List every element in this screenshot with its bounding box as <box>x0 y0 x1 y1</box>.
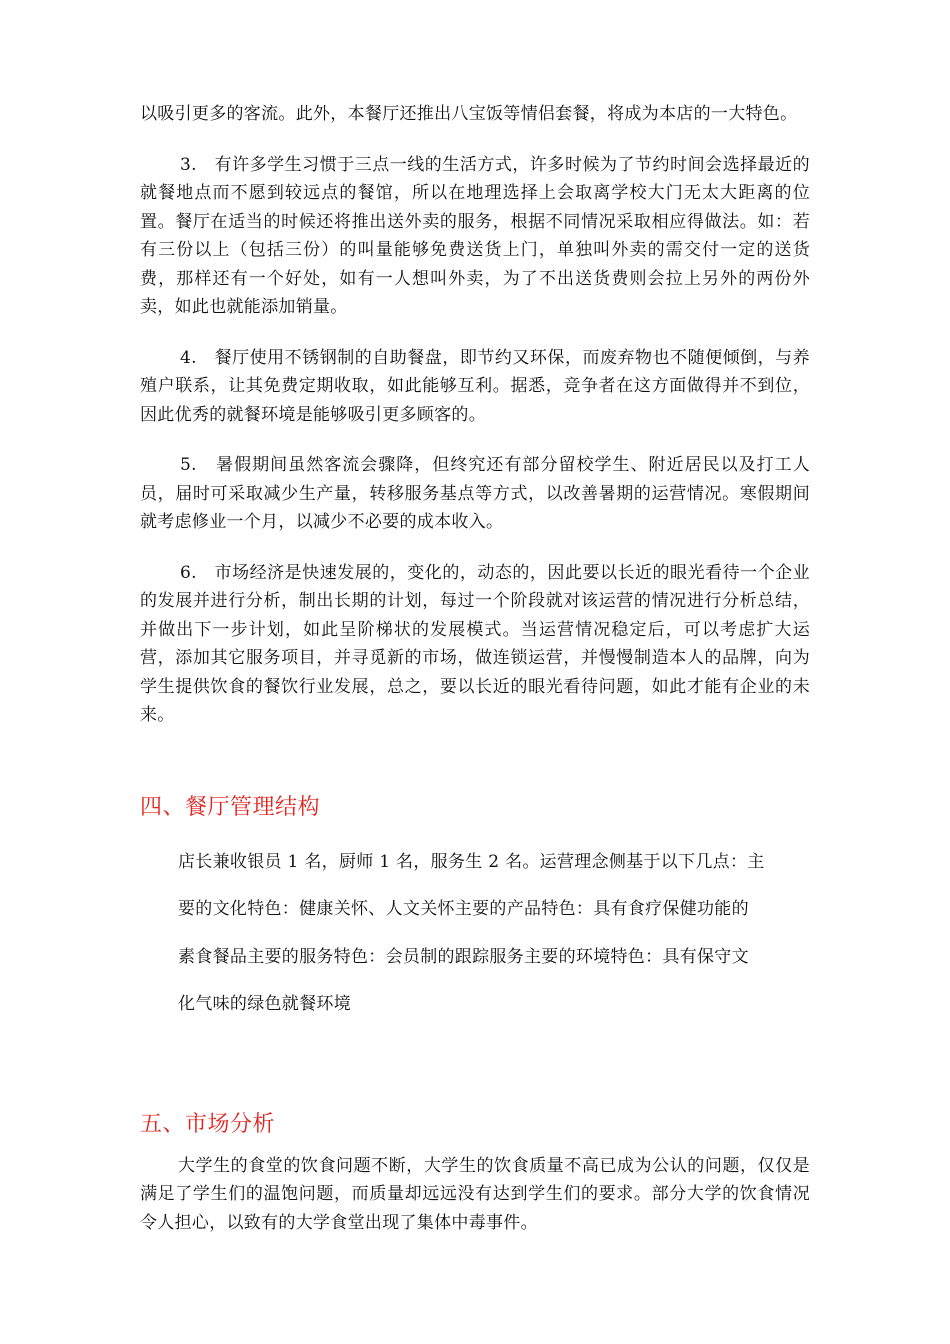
paragraph-3-number: 3. <box>180 154 197 175</box>
paragraph-3-text: 有许多学生习惯于三点一线的生活方式，许多时候为了节约时间会选择最近的就餐地点而不愿到较远点的餐馆，所以在地理选择上会取离学校大门无太大距离的位置。餐厅在适当的时候还将推出送外卖的服务，根据不同情况采取相应得做法。如：若有三份以上（包括三份）的叫量能够免费送货上门，单独叫外卖的需交付一定的送货费，那样还有一个好处，如有一人想叫外卖，为了不出送货费则会拉上另外的两份外卖，如此也就能添加销量。 <box>140 154 810 317</box>
document-page <box>140 100 810 1237</box>
paragraph-4-text: 餐厅使用不锈钢制的自助餐盘，即节约又环保，而废弃物也不随便倾倒，与养殖户联系，让其免费定期收取，如此能够互利。据悉，竞争者在这方面做得并不到位，因此优秀的就餐环境是能够吸引更多顾客的。 <box>140 347 810 425</box>
structure-line: 要的文化特色：健康关怀、人文关怀主要的产品特色：具有食疗保健功能的 <box>178 899 749 919</box>
paragraph-5 <box>140 451 810 537</box>
paragraph-4 <box>140 344 810 430</box>
section-5-heading: 五、市场分析 <box>140 1111 276 1137</box>
structure-line: 素食餐品主要的服务特色：会员制的跟踪服务主要的环境特色：具有保守文 <box>178 946 749 967</box>
section-4-heading: 四、餐厅管理结构 <box>140 794 321 820</box>
paragraph-4-number: 4. <box>180 347 197 368</box>
paragraph-3 <box>140 151 810 322</box>
paragraph-continuation: 以吸引更多的客流。此外，本餐厅还推出八宝饭等情侣套餐，将成为本店的一大特色。 <box>140 104 798 124</box>
paragraph-6-number: 6. <box>180 562 197 583</box>
paragraph-6-text: 市场经济是快速发展的，变化的，动态的，因此要以长近的眼光看待一个企业的发展并进行分析，制出长期的计划，每过一个阶段就对该运营的情况进行分析总结，并做出下一步计划，如此呈阶梯状的发展模式。当运营情况稳定后，可以考虑扩大运营，添加其它服务项目，并寻觅新的市场，做连锁运营，并慢慢制造本人的品牌，向为学生提供饮食的餐饮行业发展，总之，要以长近的眼光看待问题，如此才能有企业的未来。 <box>140 562 810 725</box>
market-analysis-paragraph: 大学生的食堂的饮食问题不断，大学生的饮食质量不高已成为公认的问题，仅仅是满足了学生们的温饱问题，而质量却远远没有达到学生们的要求。部分大学的饮食情况令人担心，以致有的大学食堂出现了集体中毒事件。 <box>140 1155 810 1233</box>
management-structure <box>140 839 810 1029</box>
structure-line: 店长兼收银员 1 名，厨师 1 名，服务生 2 名。运营理念侧基于以下几点：主 <box>178 851 765 872</box>
structure-line: 化气味的绿色就餐环境 <box>178 994 351 1014</box>
paragraph-5-number: 5. <box>180 455 197 475</box>
paragraph-6 <box>140 559 810 730</box>
paragraph-5-text: 暑假期间虽然客流会骤降，但终究还有部分留校学生、附近居民以及打工人员，届时可采取减少生产量，转移服务基点等方式，以改善暑期的运营情况。寒假期间就考虑修业一个月，以减少不必要的成本收入。 <box>140 455 810 532</box>
